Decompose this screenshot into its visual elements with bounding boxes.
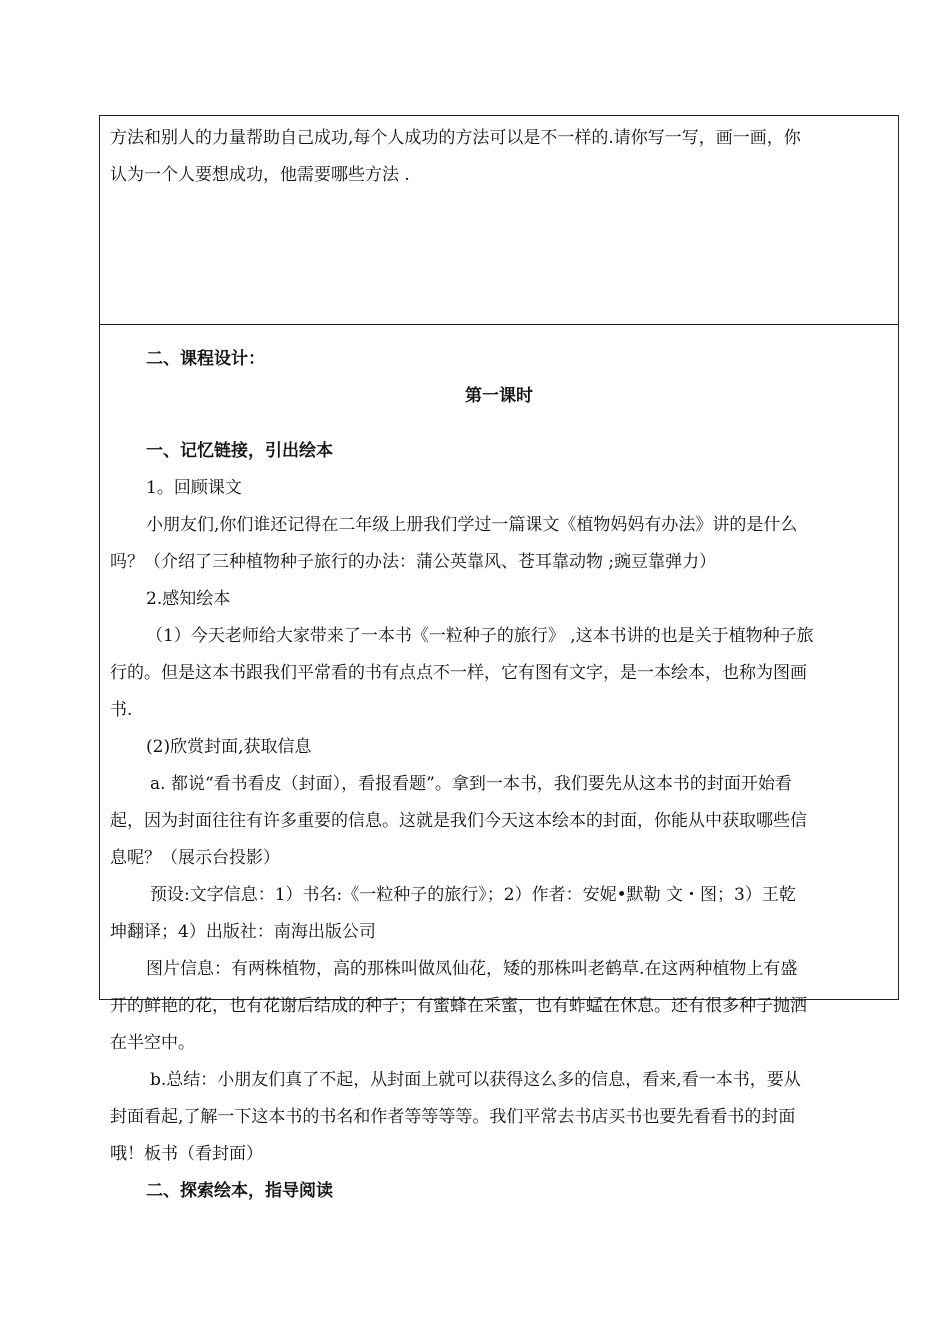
paragraph-line: 书. xyxy=(110,700,133,720)
paragraph-line: 在半空中。 xyxy=(110,1033,195,1053)
section-heading: 二、课程设计： xyxy=(146,349,265,369)
paragraph-line: 预设:文字信息：1）书名:《一粒种子的旅行》；2）作者：安妮•默勒 文・图；3）王乾 xyxy=(150,885,796,905)
paragraph-line: 起，因为封面往往有许多重要的信息。这就是我们今天这本绘本的封面，你能从中获取哪些信 xyxy=(110,811,807,831)
activity-cell xyxy=(100,116,898,325)
paragraph-line: 吗？（介绍了三种植物种子旅行的办法：蒲公英靠风、苍耳靠动物 ;豌豆靠弹力） xyxy=(110,552,717,572)
paragraph-line: 开的鲜艳的花，也有花谢后结成的种子；有蜜蜂在采蜜，也有蚱蜢在休息。还有很多种子抛洒 xyxy=(110,996,807,1016)
paragraph-line: 息呢？（展示台投影） xyxy=(110,848,280,868)
paragraph-line: a. 都说“看书看皮（封面），看报看题”。拿到一本书，我们要先从这本书的封面开始看 xyxy=(150,774,792,794)
item2-title: 2.感知绘本 xyxy=(146,589,231,609)
part1-heading: 一、记忆链接，引出绘本 xyxy=(146,441,333,461)
paragraph-line: 图片信息：有两株植物，高的那株叫做凤仙花，矮的那株叫老鹤草.在这两种植物上有盛 xyxy=(146,959,798,979)
part2-heading: 二、探索绘本，指导阅读 xyxy=(146,1181,333,1201)
activity-line: 方法和别人的力量帮助自己成功,每个人成功的方法可以是不一样的.请你写一写，画一画，你 xyxy=(110,128,801,148)
paragraph-line: 封面看起,了解一下这本书的书名和作者等等等等。我们平常去书店买书也要先看看书的封面 xyxy=(110,1107,796,1127)
sub-heading: (2)欣赏封面,获取信息 xyxy=(146,737,312,757)
paragraph-line: （1）今天老师给大家带来了一本书《一粒种子的旅行》 ,这本书讲的也是关于植物种子旅 xyxy=(146,626,814,646)
paragraph-line: b.总结：小朋友们真了不起，从封面上就可以获得这么多的信息，看来,看一本书，要从 xyxy=(150,1070,801,1090)
paragraph-line: 小朋友们,你们谁还记得在二年级上册我们学过一篇课文《植物妈妈有办法》讲的是什么 xyxy=(146,515,798,535)
paragraph-line: 哦！板书（看封面） xyxy=(110,1144,263,1164)
lesson-title: 第一课时 xyxy=(465,386,533,406)
course-design-cell xyxy=(100,325,898,1201)
item1-title: 1。回顾课文 xyxy=(146,478,242,498)
paragraph-line: 坤翻译；4）出版社：南海出版公司 xyxy=(110,922,376,942)
lesson-plan-table xyxy=(99,115,899,1201)
activity-line: 认为一个人要想成功，他需要哪些方法 . xyxy=(110,165,410,185)
paragraph-line: 行的。但是这本书跟我们平常看的书有点点不一样，它有图有文字，是一本绘本，也称为图画 xyxy=(110,663,807,683)
